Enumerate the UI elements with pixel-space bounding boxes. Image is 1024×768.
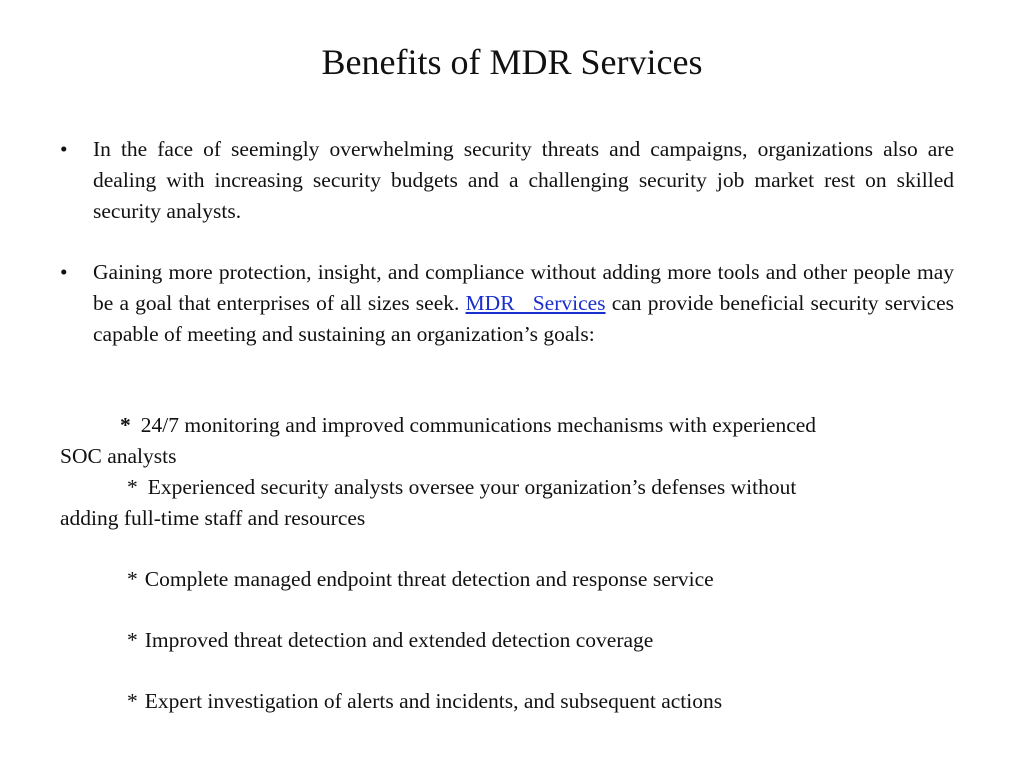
sub-item-line	[127, 625, 653, 656]
asterisk-marker: *	[120, 413, 131, 437]
sub-item-line	[120, 410, 816, 441]
sub-item-text: Improved threat detection and extended detection coverage	[144, 628, 654, 652]
mdr-services-link[interactable]: MDR Services	[465, 291, 606, 315]
asterisk-marker: *	[127, 567, 138, 591]
bullet-marker: •	[60, 137, 68, 161]
asterisk-marker: *	[127, 689, 138, 713]
sub-item-text: 24/7 monitoring and improved communications mechanisms with experienced	[140, 413, 817, 437]
sub-item-continuation: SOC analysts	[60, 444, 177, 468]
bullet-marker: •	[60, 260, 68, 284]
sub-item-line	[127, 686, 722, 717]
bullet-text-before: Gaining more protection, insight, and compliance without adding more tools and other people may be a goal that enterprises of all sizes seek.	[93, 260, 954, 315]
sub-item-text: Expert investigation of alerts and incidents, and subsequent actions	[144, 689, 723, 713]
sub-item-continuation: adding full-time staff and resources	[60, 506, 366, 530]
bullet-text: In the face of seemingly overwhelming security threats and campaigns, organizations also are dealing with increasing security budgets and a challenging security job market rest on skilled security analysts.	[93, 137, 954, 223]
bullet-item	[60, 257, 954, 350]
bullet-text	[93, 257, 954, 350]
sub-item-line	[127, 472, 796, 503]
bullet-text-after: can provide beneficial security services capable of meeting and sustaining an organization’s goals:	[93, 291, 954, 346]
sub-item-text: Experienced security analysts oversee your organization’s defenses without	[147, 475, 797, 499]
slide-title: Benefits of MDR Services	[321, 42, 703, 82]
asterisk-marker: *	[127, 628, 138, 652]
bullet-item	[60, 134, 954, 227]
sub-item-line	[127, 564, 714, 595]
asterisk-marker: *	[127, 475, 138, 499]
sub-item-text: Complete managed endpoint threat detection and response service	[144, 567, 714, 591]
